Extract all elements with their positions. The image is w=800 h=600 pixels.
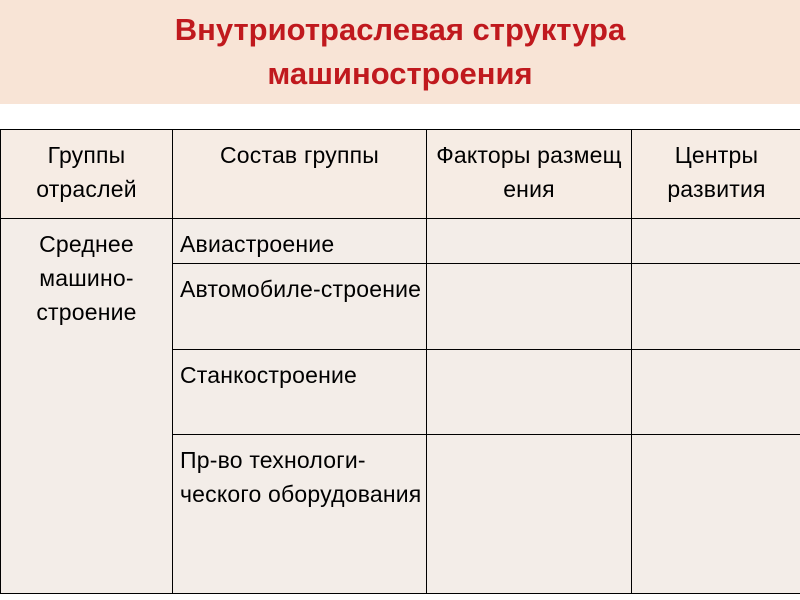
slide-title-line-1: Внутриотраслевая структура xyxy=(174,12,626,47)
header-cell-centers: Центры развития xyxy=(632,130,800,219)
header-cell-factors: Факторы размещения xyxy=(427,130,632,219)
industry-structure-table xyxy=(0,129,800,594)
table-row xyxy=(1,219,800,264)
header-cell-groups: Группы отраслей xyxy=(1,130,173,219)
slide-title xyxy=(0,8,800,96)
centers-cell xyxy=(632,264,800,350)
header-cell-composition: Состав группы xyxy=(173,130,427,219)
composition-cell: Авиастроение xyxy=(173,219,427,264)
centers-cell xyxy=(632,350,800,435)
centers-cell xyxy=(632,435,800,594)
table-header-row xyxy=(1,130,800,219)
composition-cell: Автомобиле-строение xyxy=(173,264,427,350)
slide-title-line-2: машиностроения xyxy=(267,56,533,91)
factors-cell xyxy=(427,350,632,435)
factors-cell xyxy=(427,435,632,594)
composition-cell: Станкостроение xyxy=(173,350,427,435)
group-cell: Среднее машино-строение xyxy=(1,219,173,594)
factors-cell xyxy=(427,264,632,350)
factors-cell xyxy=(427,219,632,264)
centers-cell xyxy=(632,219,800,264)
composition-cell: Пр-во технологи-ческого оборудования xyxy=(173,435,427,594)
